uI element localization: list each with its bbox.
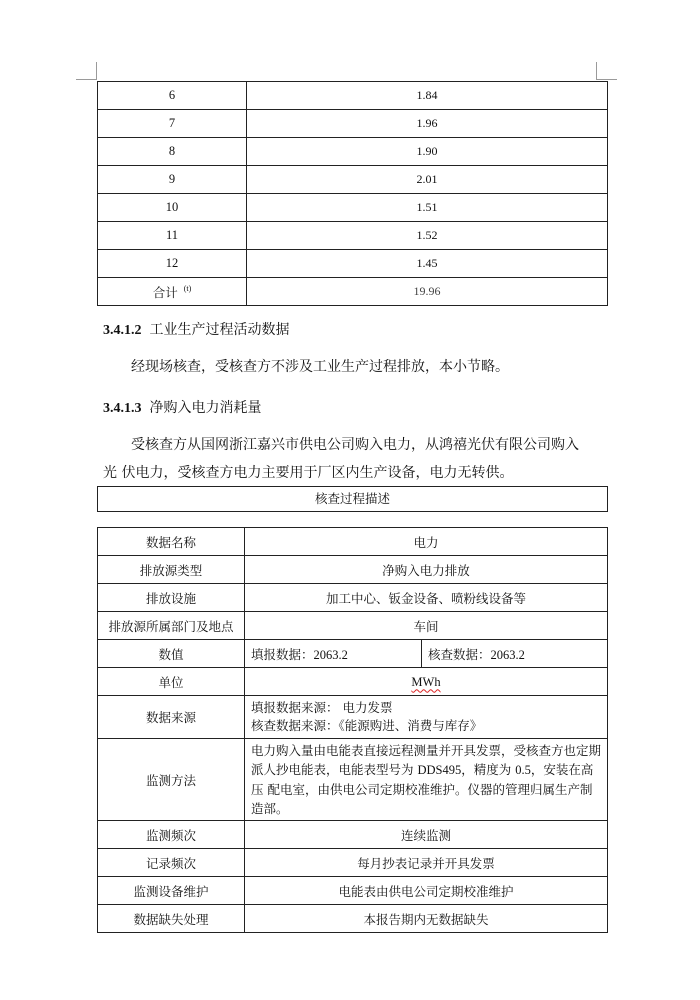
month-cell: 11 bbox=[98, 222, 247, 250]
reported-data-cell bbox=[245, 640, 422, 668]
section-number: 3.4.1.3 bbox=[103, 401, 142, 416]
table-row bbox=[98, 849, 608, 877]
month-cell: 10 bbox=[98, 194, 247, 222]
source-line-label: 核查数据来源： bbox=[251, 718, 339, 733]
table-row bbox=[98, 138, 608, 166]
reported-value: 2063.2 bbox=[313, 647, 348, 662]
table-row bbox=[98, 528, 608, 556]
table-row bbox=[98, 222, 608, 250]
method-text: ，精度为 bbox=[461, 762, 516, 777]
value-cell: 1.84 bbox=[247, 82, 608, 110]
row-value bbox=[245, 696, 608, 739]
verified-data-cell bbox=[422, 640, 608, 668]
meter-accuracy: 0.5 bbox=[515, 763, 531, 777]
month-cell: 9 bbox=[98, 166, 247, 194]
verified-label: 核查数据： bbox=[428, 646, 491, 662]
section-paragraph bbox=[103, 431, 603, 487]
verification-detail-table bbox=[97, 527, 608, 933]
table-row bbox=[98, 739, 608, 821]
value-cell: 2.01 bbox=[247, 166, 608, 194]
crop-mark bbox=[597, 79, 617, 80]
table-row bbox=[98, 194, 608, 222]
row-value: 车间 bbox=[245, 612, 608, 640]
row-label: 监测方法 bbox=[98, 739, 245, 821]
value-cell: 1.52 bbox=[247, 222, 608, 250]
source-line bbox=[251, 699, 601, 717]
row-label: 数据缺失处理 bbox=[98, 905, 245, 933]
source-line-value: 电力发票 bbox=[342, 700, 393, 715]
month-cell: 8 bbox=[98, 138, 247, 166]
crop-mark bbox=[76, 79, 96, 80]
verification-process-title: 核查过程描述 bbox=[97, 486, 608, 512]
row-value: 电能表由供电公司定期校准维护 bbox=[245, 877, 608, 905]
table-row bbox=[98, 640, 608, 668]
month-cell: 7 bbox=[98, 110, 247, 138]
table-row bbox=[98, 584, 608, 612]
row-label: 记录频次 bbox=[98, 849, 245, 877]
section-title: 净购入电力消耗量 bbox=[149, 400, 262, 416]
source-line-value: 《能源购进、消费与库存》 bbox=[338, 718, 483, 733]
value-cell: 1.90 bbox=[247, 138, 608, 166]
section-number: 3.4.1.2 bbox=[103, 323, 142, 338]
table-row bbox=[98, 877, 608, 905]
table-row bbox=[98, 696, 608, 739]
row-label: 数据来源 bbox=[98, 696, 245, 739]
table-row bbox=[98, 166, 608, 194]
month-cell: 6 bbox=[98, 82, 247, 110]
unit-value: MWh bbox=[411, 674, 441, 689]
table-row bbox=[98, 556, 608, 584]
row-value: 每月抄表记录并开具发票 bbox=[245, 849, 608, 877]
total-value-cell: 19.96 bbox=[247, 278, 608, 306]
source-line bbox=[251, 717, 601, 735]
verified-value: 2063.2 bbox=[490, 647, 525, 662]
table-row bbox=[98, 250, 608, 278]
crop-mark bbox=[96, 62, 97, 80]
row-value: 本报告期内无数据缺失 bbox=[245, 905, 608, 933]
row-label: 排放源所属部门及地点 bbox=[98, 612, 245, 640]
reported-label: 填报数据： bbox=[251, 646, 314, 662]
table-row bbox=[98, 821, 608, 849]
row-label: 单位 bbox=[98, 668, 245, 696]
row-value: 连续监测 bbox=[245, 821, 608, 849]
table-row bbox=[98, 612, 608, 640]
meter-model: DDS495 bbox=[417, 763, 462, 777]
row-value bbox=[245, 739, 608, 821]
row-value: 电力 bbox=[245, 528, 608, 556]
value-cell: 1.51 bbox=[247, 194, 608, 222]
row-value bbox=[245, 668, 608, 696]
row-label: 排放源类型 bbox=[98, 556, 245, 584]
row-value: 净购入电力排放 bbox=[245, 556, 608, 584]
source-line-label: 填报数据来源： bbox=[251, 700, 339, 715]
month-cell: 12 bbox=[98, 250, 247, 278]
row-value: 加工中心、钣金设备、喷粉线设备等 bbox=[245, 584, 608, 612]
row-label: 数据名称 bbox=[98, 528, 245, 556]
value-cell: 1.45 bbox=[247, 250, 608, 278]
table-row bbox=[98, 668, 608, 696]
method-text: 电力购入量由电能表直接远程测量并开具发票，受核查方也定期派人抄电能表，电能表型号为 bbox=[251, 743, 602, 777]
paragraph-text: 受核查方从国网浙江嘉兴市供电公司购入电力，从鸿禧光伏有限公司购入 bbox=[131, 437, 579, 453]
section-paragraph bbox=[103, 353, 603, 381]
section-title: 工业生产过程活动数据 bbox=[149, 322, 290, 338]
crop-mark bbox=[596, 62, 597, 80]
table-row bbox=[98, 110, 608, 138]
section-heading bbox=[103, 319, 290, 339]
total-label-cell bbox=[98, 278, 247, 306]
paragraph-text: 经现场核查，受核查方不涉及工业生产过程排放，本小节略。 bbox=[131, 359, 509, 375]
monthly-table bbox=[97, 81, 608, 306]
paragraph-text: 光 伏电力，受核查方电力主要用于厂区内生产设备，电力无转供。 bbox=[103, 465, 514, 481]
value-cell: 1.96 bbox=[247, 110, 608, 138]
method-text: ，安装在高压 配电室，由供电公司定期校准维护。仪器的管理归属生产制造部。 bbox=[251, 762, 594, 816]
row-label: 监测设备维护 bbox=[98, 877, 245, 905]
total-row bbox=[98, 278, 608, 306]
row-label: 监测频次 bbox=[98, 821, 245, 849]
total-unit-note: (t) bbox=[183, 284, 192, 294]
table-row bbox=[98, 905, 608, 933]
row-label: 排放设施 bbox=[98, 584, 245, 612]
row-label: 数值 bbox=[98, 640, 245, 668]
total-label: 合计 bbox=[152, 284, 178, 300]
table-row bbox=[98, 82, 608, 110]
section-heading bbox=[103, 397, 262, 417]
